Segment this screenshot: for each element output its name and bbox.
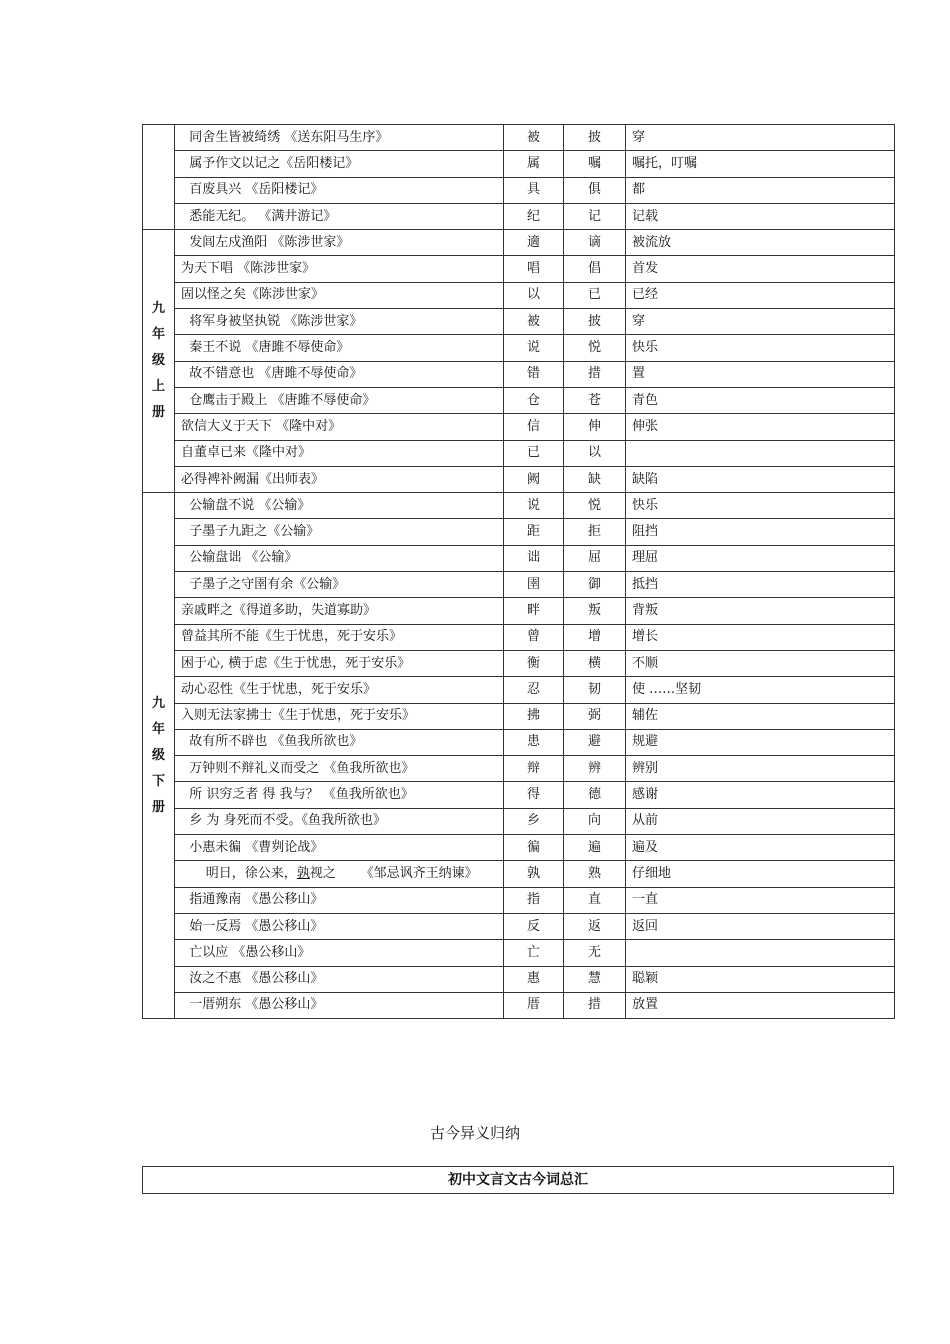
benzi-char-cell: 悦 (564, 335, 626, 361)
meaning-cell: 规避 (626, 729, 895, 755)
sentence-text: 明日，徐公来， (181, 865, 297, 881)
tongjia-char-cell: 已 (504, 440, 564, 466)
sentence-cell: 曾益其所不能《生于忧患，死于安乐》 (175, 624, 504, 650)
tongjia-char-cell: 被 (504, 309, 564, 335)
benzi-char-cell: 御 (564, 572, 626, 598)
sentence-cell: 小惠未徧 《曹刿论战》 (175, 835, 504, 861)
tongjia-char-cell: 得 (504, 782, 564, 808)
sentence-cell: 始一反焉 《愚公移山》 (175, 913, 504, 939)
meaning-cell: 背叛 (626, 598, 895, 624)
tongjia-table (142, 124, 895, 1019)
tongjia-char-cell: 错 (504, 361, 564, 387)
grade-label (143, 230, 175, 493)
table-row (143, 703, 895, 729)
benzi-char-cell: 披 (564, 309, 626, 335)
sentence-cell: 必得裨补阙漏《出师表》 (175, 466, 504, 492)
meaning-cell: 不顺 (626, 650, 895, 676)
table-row (143, 151, 895, 177)
benzi-char-cell: 记 (564, 203, 626, 229)
table-row (143, 992, 895, 1018)
sentence-cell: 所 识穷乏者 得 我与？ 《鱼我所欲也》 (175, 782, 504, 808)
benzi-char-cell: 以 (564, 440, 626, 466)
table-row (143, 729, 895, 755)
table-row (143, 177, 895, 203)
tongjia-char-cell: 说 (504, 493, 564, 519)
benzi-char-cell: 悦 (564, 493, 626, 519)
tongjia-table-body (143, 125, 895, 1019)
tongjia-char-cell: 患 (504, 729, 564, 755)
table-row (143, 282, 895, 308)
meaning-cell: 聪颖 (626, 966, 895, 992)
meaning-cell: 都 (626, 177, 895, 203)
benzi-char-cell: 避 (564, 729, 626, 755)
benzi-char-cell: 屈 (564, 545, 626, 571)
benzi-char-cell: 无 (564, 940, 626, 966)
table-row (143, 309, 895, 335)
meaning-cell: 增长 (626, 624, 895, 650)
benzi-char-cell: 弼 (564, 703, 626, 729)
benzi-char-cell: 已 (564, 282, 626, 308)
tongjia-char-cell: 惠 (504, 966, 564, 992)
sentence-cell: 发闾左戍渔阳 《陈涉世家》 (175, 230, 504, 256)
table-row (143, 256, 895, 282)
grade-label-text: 九年级下册 (151, 695, 165, 815)
sentence-cell: 故有所不辟也 《鱼我所欲也》 (175, 729, 504, 755)
tongjia-char-cell: 適 (504, 230, 564, 256)
benzi-char-cell: 倡 (564, 256, 626, 282)
sentence-cell: 一厝朔东 《愚公移山》 (175, 992, 504, 1018)
table-row (143, 335, 895, 361)
table-row (143, 861, 895, 887)
table-row (143, 782, 895, 808)
table-row (143, 387, 895, 413)
sentence-cell: 困于心, 横于虑《生于忧患，死于安乐》 (175, 650, 504, 676)
tongjia-char-cell: 唱 (504, 256, 564, 282)
meaning-cell: 青色 (626, 387, 895, 413)
tongjia-char-cell: 说 (504, 335, 564, 361)
tongjia-char-cell: 衡 (504, 650, 564, 676)
benzi-char-cell: 拒 (564, 519, 626, 545)
table-row (143, 361, 895, 387)
tongjia-char-cell: 曾 (504, 624, 564, 650)
table-row (143, 466, 895, 492)
meaning-cell: 辨别 (626, 756, 895, 782)
sentence-cell (175, 861, 504, 887)
table-row (143, 203, 895, 229)
meaning-cell: 阻挡 (626, 519, 895, 545)
tongjia-char-cell: 信 (504, 414, 564, 440)
table-row (143, 545, 895, 571)
table-row (143, 440, 895, 466)
sentence-cell: 故不错意也 《唐雎不辱使命》 (175, 361, 504, 387)
meaning-cell: 使 ……坚韧 (626, 677, 895, 703)
benzi-char-cell: 缺 (564, 466, 626, 492)
tongjia-char-cell: 拂 (504, 703, 564, 729)
sentence-cell: 秦王不说 《唐雎不辱使命》 (175, 335, 504, 361)
table-row (143, 677, 895, 703)
tongjia-char-cell: 距 (504, 519, 564, 545)
grade-label (143, 125, 175, 230)
meaning-cell: 抵挡 (626, 572, 895, 598)
section-heading: 古今异义归纳 (429, 1124, 520, 1142)
sentence-cell: 汝之不惠 《愚公移山》 (175, 966, 504, 992)
sentence-cell: 子墨子之守圉有余《公输》 (175, 572, 504, 598)
benzi-char-cell: 伸 (564, 414, 626, 440)
tongjia-char-cell: 亡 (504, 940, 564, 966)
sentence-cell: 为天下唱 《陈涉世家》 (175, 256, 504, 282)
meaning-cell: 穿 (626, 125, 895, 151)
benzi-char-cell: 返 (564, 913, 626, 939)
tongjia-char-cell: 孰 (504, 861, 564, 887)
sentence-cell: 入则无法家拂士《生于忧患，死于安乐》 (175, 703, 504, 729)
tongjia-char-cell: 徧 (504, 835, 564, 861)
tongjia-char-cell: 忍 (504, 677, 564, 703)
sentence-cell: 同舍生皆被绮绣 《送东阳马生序》 (175, 125, 504, 151)
table-row (143, 230, 895, 256)
sentence-cell: 自董卓已来《隆中对》 (175, 440, 504, 466)
sentence-cell: 仓鹰击于殿上 《唐雎不辱使命》 (175, 387, 504, 413)
table-row (143, 414, 895, 440)
table-row (143, 519, 895, 545)
sentence-cell: 属予作文以记之《岳阳楼记》 (175, 151, 504, 177)
meaning-cell: 辅佐 (626, 703, 895, 729)
sentence-cell: 欲信大义于天下 《隆中对》 (175, 414, 504, 440)
grade-label-text: 九年级上册 (151, 301, 165, 421)
meaning-cell (626, 940, 895, 966)
benzi-char-cell: 措 (564, 361, 626, 387)
meaning-cell: 快乐 (626, 335, 895, 361)
tongjia-char-cell: 属 (504, 151, 564, 177)
meaning-cell: 遍及 (626, 835, 895, 861)
benzi-char-cell: 德 (564, 782, 626, 808)
table-row (143, 125, 895, 151)
meaning-cell: 被流放 (626, 230, 895, 256)
meaning-cell: 感谢 (626, 782, 895, 808)
tongjia-char-cell: 阙 (504, 466, 564, 492)
sentence-cell: 公输盘诎 《公输》 (175, 545, 504, 571)
table-row (143, 756, 895, 782)
benzi-char-cell: 直 (564, 887, 626, 913)
benzi-char-cell: 披 (564, 125, 626, 151)
benzi-char-cell: 叛 (564, 598, 626, 624)
benzi-char-cell: 向 (564, 808, 626, 834)
table-row (143, 808, 895, 834)
tongjia-char-cell: 指 (504, 887, 564, 913)
meaning-cell: 返回 (626, 913, 895, 939)
benzi-char-cell: 增 (564, 624, 626, 650)
benzi-char-cell: 慧 (564, 966, 626, 992)
table-row (143, 598, 895, 624)
sentence-cell: 动心忍性《生于忧患，死于安乐》 (175, 677, 504, 703)
meaning-cell: 快乐 (626, 493, 895, 519)
benzi-char-cell: 嘱 (564, 151, 626, 177)
benzi-char-cell: 措 (564, 992, 626, 1018)
table-row (143, 966, 895, 992)
sentence-cell: 百废具兴 《岳阳楼记》 (175, 177, 504, 203)
meaning-cell: 仔细地 (626, 861, 895, 887)
meaning-cell: 已经 (626, 282, 895, 308)
sentence-cell: 亡以应 《愚公移山》 (175, 940, 504, 966)
benzi-char-cell: 熟 (564, 861, 626, 887)
tongjia-char-cell: 反 (504, 913, 564, 939)
tongjia-char-cell: 圉 (504, 572, 564, 598)
meaning-cell: 记载 (626, 203, 895, 229)
tongjia-char-cell: 乡 (504, 808, 564, 834)
benzi-char-cell: 横 (564, 650, 626, 676)
benzi-char-cell: 谪 (564, 230, 626, 256)
tongjia-char-cell: 诎 (504, 545, 564, 571)
tongjia-char-cell: 具 (504, 177, 564, 203)
benzi-char-cell: 韧 (564, 677, 626, 703)
grade-label (143, 493, 175, 1019)
meaning-cell: 嘱托，叮嘱 (626, 151, 895, 177)
benzi-char-cell: 遍 (564, 835, 626, 861)
meaning-cell: 一直 (626, 887, 895, 913)
benzi-char-cell: 俱 (564, 177, 626, 203)
sentence-cell: 子墨子九距之《公输》 (175, 519, 504, 545)
meaning-cell: 置 (626, 361, 895, 387)
underlined-word: 孰 (296, 865, 310, 881)
table-row (143, 572, 895, 598)
tongjia-char-cell: 被 (504, 125, 564, 151)
tongjia-char-cell: 仓 (504, 387, 564, 413)
benzi-char-cell: 辨 (564, 756, 626, 782)
meaning-cell: 伸张 (626, 414, 895, 440)
sentence-cell: 指通豫南 《愚公移山》 (175, 887, 504, 913)
benzi-char-cell: 苍 (564, 387, 626, 413)
tongjia-char-cell: 畔 (504, 598, 564, 624)
tongjia-char-cell: 厝 (504, 992, 564, 1018)
sentence-cell: 悉能无纪。 《满井游记》 (175, 203, 504, 229)
sentence-cell: 将军身被坚执锐 《陈涉世家》 (175, 309, 504, 335)
sentence-cell: 固以怪之矣《陈涉世家》 (175, 282, 504, 308)
table-row (143, 650, 895, 676)
tongjia-char-cell: 以 (504, 282, 564, 308)
tongjia-char-cell: 纪 (504, 203, 564, 229)
box-title: 初中文言文古今词总汇 (142, 1166, 894, 1194)
sentence-cell: 万钟则不辩礼义而受之 《鱼我所欲也》 (175, 756, 504, 782)
table-row (143, 913, 895, 939)
table-row (143, 493, 895, 519)
sentence-cell: 亲戚畔之《得道多助，失道寡助》 (175, 598, 504, 624)
sentence-text: 视之 《邹忌讽齐王纳谏》 (309, 865, 478, 881)
sentence-cell: 乡 为 身死而不受。《鱼我所欲也》 (175, 808, 504, 834)
meaning-cell: 穿 (626, 309, 895, 335)
meaning-cell: 缺陷 (626, 466, 895, 492)
tongjia-char-cell: 辩 (504, 756, 564, 782)
sentence-cell: 公输盘不说 《公输》 (175, 493, 504, 519)
meaning-cell (626, 440, 895, 466)
table-row (143, 624, 895, 650)
table-row (143, 887, 895, 913)
table-row (143, 835, 895, 861)
meaning-cell: 首发 (626, 256, 895, 282)
meaning-cell: 理屈 (626, 545, 895, 571)
table-row (143, 940, 895, 966)
meaning-cell: 放置 (626, 992, 895, 1018)
meaning-cell: 从前 (626, 808, 895, 834)
